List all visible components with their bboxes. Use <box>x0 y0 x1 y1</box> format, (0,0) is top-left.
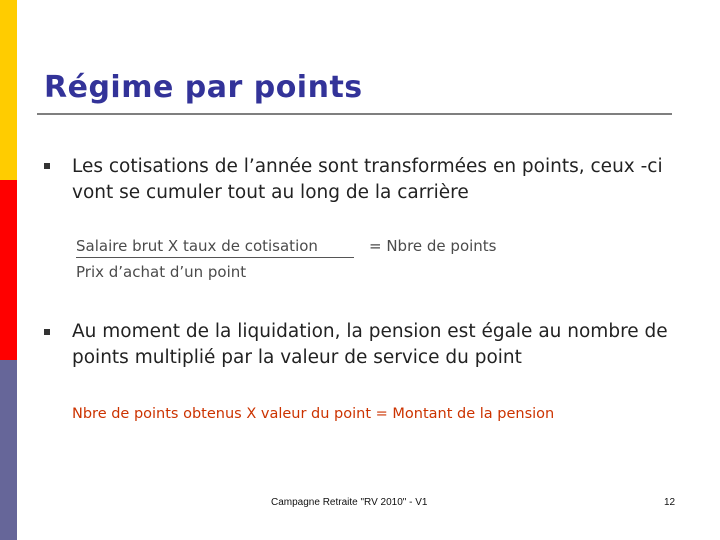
decor-band-yellow <box>0 0 17 180</box>
bullet-text-1: Les cotisations de l’année sont transformées en points, ceux -ci vont se cumuler tout au long de la carrière <box>72 156 663 203</box>
bullet-text-2: Au moment de la liquidation, la pension est égale au nombre de points multiplié par la valeur de service du point <box>72 321 668 368</box>
decor-band-purple <box>0 360 17 540</box>
formula-equals: = Nbre de points <box>369 237 497 255</box>
bullet-icon <box>44 329 50 335</box>
title-divider <box>37 113 672 115</box>
footer-text: Campagne Retraite "RV 2010" - V1 <box>271 497 428 508</box>
page-number: 12 <box>664 497 676 508</box>
bullet-icon <box>44 163 50 169</box>
decor-band-red <box>0 180 17 360</box>
formula-pension: Nbre de points obtenus X valeur du point = Montant de la pension <box>72 406 555 422</box>
formula-denominator: Prix d’achat d’un point <box>76 263 247 281</box>
slide-title: Régime par points <box>44 70 363 105</box>
fraction-line <box>76 257 354 258</box>
formula-numerator: Salaire brut X taux de cotisation <box>76 237 318 255</box>
